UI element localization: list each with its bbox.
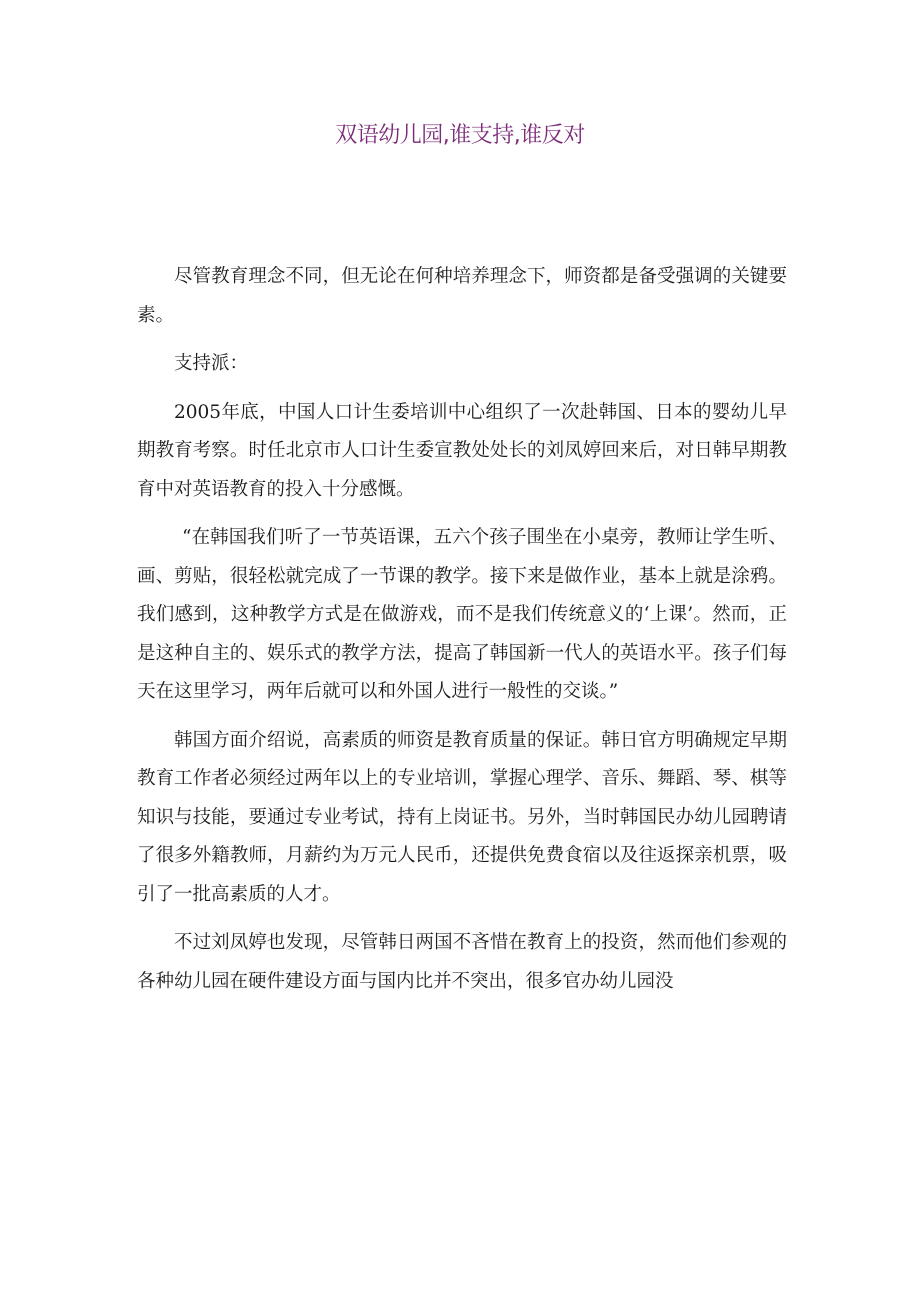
paragraph-findings: 不过刘凤婷也发现，尽管韩日两国不吝惜在教育上的投资，然而他们参观的各种幼儿园在硬件建设方面与国内比并不突出，很多官办幼儿园没 — [137, 932, 787, 992]
paragraph-intro: 尽管教育理念不同，但无论在何种培养理念下，师资都是备受强调的关键要素。 — [137, 266, 787, 326]
paragraph-quote: “在韩国我们听了一节英语课，五六个孩子围坐在小桌旁，教师让学生听、画、剪贴，很轻松就完成了一节课的教学。接下来是做作业，基本上就是涂鸦。我们感到，这种教学方式是在做游戏，而不是我们传统意义的‘上课’。然而，正是这种自主的、娱乐式的教学方法，提高了韩国新一代人的英语水平。孩子们每天在这里学习，两年后就可以和外国人进行一般性的交谈。” — [137, 527, 787, 702]
paragraph-korea-japan-trip: 2005年底，中国人口计生委培训中心组织了一次赴韩国、日本的婴幼儿早期教育考察。时任北京市人口计生委宣教处处长的刘凤婷回来后，对日韩早期教育中对英语教育的投入十分感慨。 — [137, 401, 787, 500]
paragraph-supporters-heading: 支持派： — [174, 353, 249, 374]
paragraph-teacher-quality: 韩国方面介绍说，高素质的师资是教育质量的保证。韩日官方明确规定早期教育工作者必须经过两年以上的专业培训，掌握心理学、音乐、舞蹈、琴、棋等知识与技能，要通过专业考试，持有上岗证书。另外，当时韩国民办幼儿园聘请了很多外籍教师，月薪约为万元人民币，还提供免费食宿以及往返探亲机票，吸引了一批高素质的人才。 — [137, 729, 787, 905]
document-body — [137, 258, 787, 1011]
document-title: 双语幼儿园,谁支持,谁反对 — [335, 123, 585, 148]
